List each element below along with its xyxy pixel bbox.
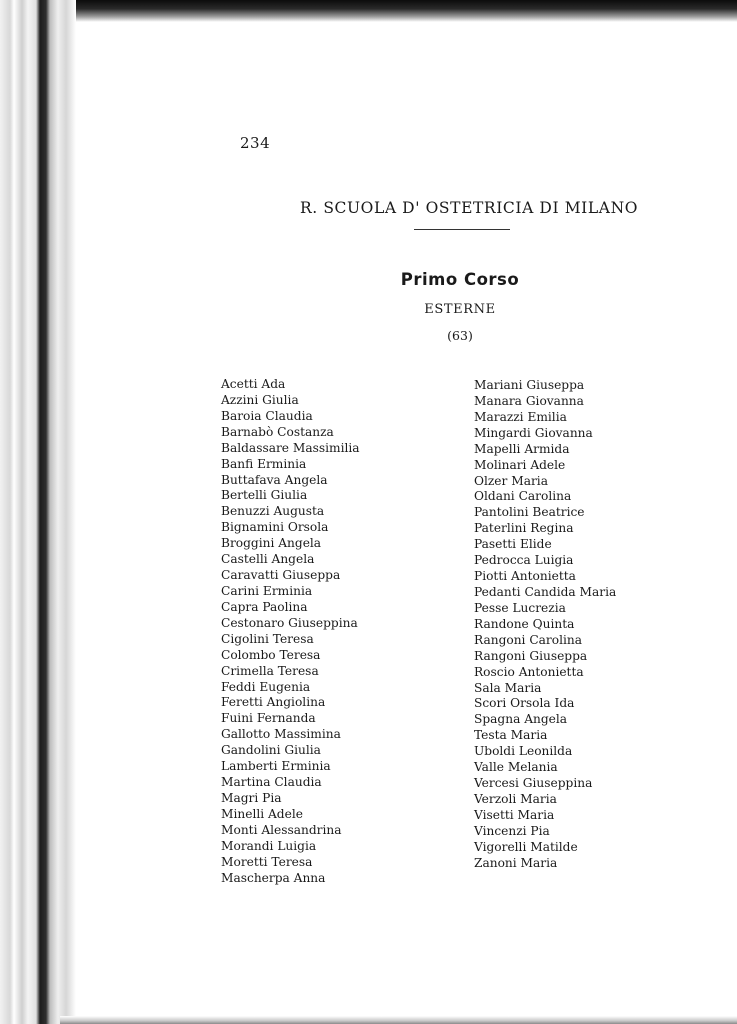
list-item: Castelli Angela [221, 552, 315, 567]
list-item: Colombo Teresa [221, 647, 321, 662]
scan-top-edge [0, 0, 737, 22]
list-item: Moretti Teresa [221, 854, 313, 869]
list-item: Zanoni Maria [474, 855, 558, 870]
list-item: Spagna Angela [474, 712, 568, 727]
list-item: Uboldi Leonilda [474, 744, 573, 759]
book-binding-edge [0, 0, 76, 1024]
names-list-right [474, 378, 616, 872]
heading-rule [414, 229, 510, 230]
list-item: Feddi Eugenia [221, 679, 311, 694]
list-item: Bertelli Giulia [221, 488, 308, 503]
list-item: Capra Paolina [221, 599, 308, 614]
list-item: Oldani Carolina [474, 489, 572, 504]
list-item: Testa Maria [474, 728, 548, 743]
list-item: Feretti Angiolina [221, 695, 326, 710]
list-item: Mariani Giuseppa [474, 378, 585, 392]
list-item: Acetti Ada [221, 377, 286, 391]
category-label: ESTERNE [424, 302, 496, 317]
list-item: Pedrocca Luigia [474, 553, 574, 568]
list-item: Carini Erminia [221, 583, 313, 598]
list-item: Pesse Lucrezia [474, 600, 566, 615]
list-item: Roscio Antonietta [474, 664, 584, 679]
list-item: Cigolini Teresa [221, 631, 314, 646]
list-item: Monti Alessandrina [221, 822, 342, 837]
list-item: Martina Claudia [221, 775, 322, 790]
list-item: Baroia Claudia [221, 408, 313, 423]
list-item: Morandi Luigia [221, 838, 317, 853]
list-item: Randone Quinta [474, 616, 575, 631]
list-item: Manara Giovanna [474, 393, 584, 408]
list-item: Magri Pia [221, 790, 282, 805]
list-item: Mingardi Giovanna [474, 425, 593, 440]
list-item: Vercesi Giuseppina [474, 776, 593, 791]
course-title: Primo Corso [400, 270, 520, 289]
list-item: Mascherpa Anna [221, 870, 326, 885]
list-item: Gallotto Massimina [221, 727, 341, 742]
list-item: Rangoni Giuseppa [474, 648, 588, 663]
list-item: Valle Melania [474, 760, 558, 775]
list-item: Broggini Angela [221, 536, 322, 551]
list-item: Mapelli Armida [474, 441, 570, 456]
list-item: Verzoli Maria [474, 791, 557, 806]
list-item: Pasetti Elide [474, 537, 552, 552]
list-item: Cestonaro Giuseppina [221, 615, 358, 630]
list-item: Fuini Fernanda [221, 711, 316, 726]
list-item: Baldassare Massimilia [221, 440, 360, 455]
list-item: Banfi Erminia [221, 456, 307, 471]
list-item: Pantolini Beatrice [474, 505, 585, 520]
list-item: Gandolini Giulia [221, 743, 321, 758]
page-number: 234 [240, 134, 271, 152]
list-item: Azzini Giulia [221, 392, 299, 407]
list-item: Molinari Adele [474, 457, 566, 472]
list-item: Lamberti Erminia [221, 759, 331, 774]
list-item: Rangoni Carolina [474, 632, 582, 647]
list-item: Crimella Teresa [221, 663, 319, 678]
list-item: Scori Orsola Ida [474, 696, 575, 711]
list-item: Benuzzi Augusta [221, 504, 325, 519]
list-item: Buttafava Angela [221, 472, 328, 487]
list-item: Pedanti Candida Maria [474, 584, 617, 599]
list-item: Vigorelli Matilde [474, 839, 578, 854]
scan-bottom-edge [60, 1016, 737, 1024]
names-list-left [221, 377, 360, 887]
list-item: Piotti Antonietta [474, 569, 576, 584]
list-item: Marazzi Emilia [474, 409, 567, 424]
list-item: Caravatti Giuseppa [221, 568, 341, 583]
list-item: Minelli Adele [221, 806, 303, 821]
student-count: (63) [447, 328, 473, 343]
list-item: Olzer Maria [474, 473, 548, 488]
list-item: Sala Maria [474, 680, 542, 695]
list-item: Barnabò Costanza [221, 424, 334, 439]
list-item: Bignamini Orsola [221, 520, 329, 535]
institution-heading: R. SCUOLA D' OSTETRICIA DI MILANO [300, 199, 639, 217]
list-item: Paterlini Regina [474, 521, 574, 536]
list-item: Visetti Maria [474, 807, 555, 822]
list-item: Vincenzi Pia [474, 823, 550, 838]
